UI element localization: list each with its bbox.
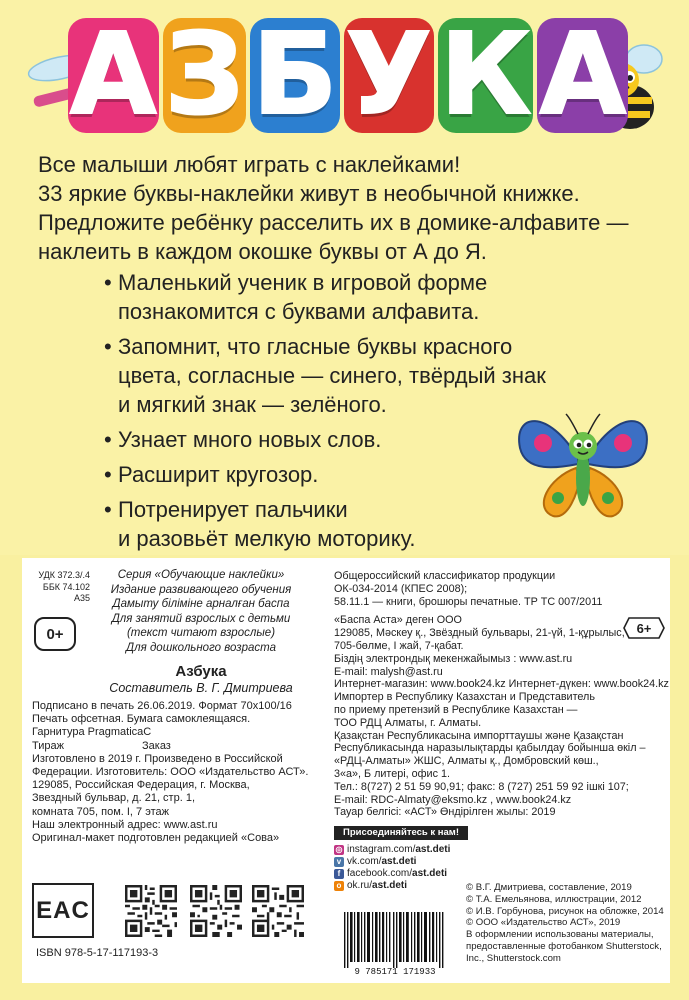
info-line: Интернет-магазин: www.book24.kz Интернет-дүкен: www.book24.kz: [334, 678, 669, 691]
vk-icon: v: [334, 857, 344, 867]
print-run-label: Тираж: [32, 739, 64, 752]
info-line: Импортер в Республику Казахстан и Представитель: [334, 691, 595, 704]
title-letter: А: [539, 10, 627, 140]
bullet-marker: •: [104, 497, 112, 522]
bullet-marker: •: [104, 334, 112, 359]
intro-text: [38, 150, 678, 266]
copyright-line: предоставленные фотобанком Shutterstock,: [466, 940, 662, 952]
imprint-info: [32, 700, 322, 845]
info-line: «Баспа Аста» деген ООО: [334, 614, 462, 627]
title-letter: З: [164, 10, 245, 140]
copyright-line: © ООО «Издательство АСТ», 2019: [466, 917, 621, 929]
imprint-line: Федерации. Изготовитель: ООО «Издательство АСТ».: [32, 766, 309, 779]
social-handle: ast.deti: [415, 844, 451, 855]
series-info: [96, 568, 306, 655]
imprint-line: Подписано в печать 26.06.2019. Формат 70х100/16: [32, 700, 292, 712]
series-line: Для дошкольного возраста: [126, 641, 276, 654]
imprint-line: Изготовлено в 2019 г. Произведено в Российской: [32, 752, 283, 765]
info-line: ОК-034-2014 (КПЕС 2008);: [334, 582, 468, 595]
bullet-text: цвета, согласные — синего, твёрдый знак: [118, 363, 546, 388]
bullet-marker: •: [104, 270, 112, 295]
book-cover-title: [69, 10, 627, 140]
info-line: 705-бөлме, I жай, 7-қабат.: [334, 639, 464, 652]
info-line: E-mail: RDC-Almaty@eksmo.kz , www.book24.kz: [334, 793, 572, 806]
join-us-banner: Присоединяйтесь к нам!: [334, 826, 468, 840]
udk-codes: [30, 570, 90, 605]
bullet-text: Запомнит, что гласные буквы красного: [118, 334, 513, 359]
facebook-icon: f: [334, 869, 344, 879]
info-line: по приему претензий в Республике Казахстан —: [334, 703, 578, 716]
barcode-icon: [336, 900, 454, 976]
list-item: [104, 460, 538, 489]
info-line: Тел.: 8(727) 2 51 59 90,91; факс: 8 (727) 251 59 92 ішкі 107;: [334, 780, 629, 793]
series-line: Серия «Обучающие наклейки»: [117, 569, 285, 581]
age-rating-badge: 0+: [34, 617, 76, 651]
classifier-importer-info: [334, 570, 669, 819]
butterfly-illustration: [508, 398, 658, 526]
social-handle: ast.deti: [372, 880, 408, 891]
info-line: 129085, Мәскеу қ., Звёздный бульвары, 21-үй, 1-құрылыс,: [334, 627, 625, 640]
order-label: Заказ: [142, 739, 171, 752]
bullet-text: и мягкий знак — зелёного.: [118, 392, 387, 417]
bullet-text: Потренирует пальчики: [118, 497, 348, 522]
info-line: ТОО РДЦ Алматы, г. Алматы.: [334, 716, 482, 729]
isbn-text: ISBN 978-5-17-117193-3: [36, 947, 159, 959]
print-run-row: [32, 740, 322, 753]
title-letter: У: [345, 10, 432, 140]
benefits-list: [104, 268, 546, 559]
instagram-icon: ◎: [335, 845, 343, 854]
copyright-line: Inc., Shutterstock.com: [466, 952, 561, 964]
intro-line: наклеить в каждом окошке буквы от А до Я.: [38, 239, 487, 264]
qr-code-icon: [252, 885, 304, 937]
bullet-text: Расширит кругозор.: [118, 462, 319, 487]
imprint-line: Гарнитура PragmaticaC: [32, 726, 152, 739]
social-link-facebook[interactable]: [334, 868, 534, 880]
qr-code-icon: [125, 885, 177, 937]
social-handle: ast.deti: [381, 856, 417, 867]
series-line: Издание развивающего обучения: [110, 583, 292, 596]
list-item: [104, 332, 546, 419]
bullet-text: Узнает много новых слов.: [118, 427, 382, 452]
social-prefix: facebook.com/: [347, 868, 413, 879]
list-item: [104, 268, 538, 326]
bullet-marker: •: [104, 427, 112, 452]
series-line: (текст читают взрослые): [126, 627, 276, 639]
intro-line: 33 яркие буквы-наклейки живут в необычной книжке.: [38, 181, 580, 206]
copyright-line: © В.Г. Дмитриева, составление, 2019: [466, 882, 632, 893]
intro-line: Все малыши любят играть с наклейками!: [38, 152, 461, 177]
info-line: Тауар белгісі: «АСТ» Өндірілген жылы: 2019: [334, 806, 556, 819]
social-handle: ast.deti: [412, 868, 448, 879]
imprint-line: Звездный бульвар, д. 21, стр. 1,: [32, 792, 195, 805]
social-prefix: instagram.com/: [347, 844, 416, 855]
info-line: 3«а», Б литері, офис 1.: [334, 767, 450, 780]
compiler-credit: Составитель В. Г. Дмитриева: [109, 681, 293, 695]
udk-line: А35: [73, 593, 90, 603]
bullet-text: Маленький ученик в игровой форме: [118, 270, 488, 295]
udk-line: УДК 372.3/.4: [38, 570, 90, 580]
social-link-vk[interactable]: [334, 856, 534, 868]
bullet-marker: •: [104, 462, 112, 487]
imprint-line: комната 705, пом. I, 7 этаж: [32, 805, 169, 818]
info-line: «РДЦ-Алматы» ЖШС, Алматы қ., Домбровский көш.,: [334, 755, 599, 768]
info-line: E-mail: malysh@ast.ru: [334, 665, 443, 678]
list-item: [104, 425, 538, 454]
series-line: Для занятий взрослых с детьми: [111, 612, 291, 625]
bullet-text: и разовьёт мелкую моторику.: [118, 526, 416, 551]
imprint-line: Наш электронный адрес: www.ast.ru: [32, 818, 218, 831]
info-line: Біздің электрондық мекенжайымыз : www.ast.ru: [334, 652, 573, 665]
intro-line: Предложите ребёнку расселить их в домике-алфавите —: [38, 210, 629, 235]
qr-code-icon: [190, 885, 242, 937]
copyright-line: В оформлении использованы материалы,: [466, 929, 654, 941]
title-letter: Б: [252, 10, 338, 140]
eac-conformity-mark: EAC: [32, 883, 94, 938]
info-line: Общероссийский классификатор продукции: [334, 570, 556, 582]
copyright-notice: [466, 882, 676, 965]
age-rating-badge: [623, 617, 665, 639]
title-letter: А: [69, 10, 157, 140]
imprint-line: Оригинал-макет подготовлен редакцией «Сова»: [32, 832, 280, 845]
info-line: Республикасында наразылықтарды қабылдау бойынша өкіл –: [334, 742, 646, 755]
series-line: Дамыту біліміне арналған баспа: [112, 598, 290, 610]
info-line: Қазақстан Республикасына импорттаушы және Қазақстан: [334, 729, 624, 742]
imprint-line: 129085, Российская Федерация, г. Москва,: [32, 779, 250, 792]
list-item: [104, 495, 538, 553]
copyright-line: © Т.А. Емельянова, иллюстрации, 2012: [466, 893, 642, 905]
bullet-text: познакомится с буквами алфавита.: [118, 299, 480, 324]
social-link-instagram[interactable]: [334, 844, 534, 856]
copyright-line: © И.В. Горбунова, рисунок на обложке, 2014: [466, 905, 664, 917]
barcode-digits: 9 785171 171933: [354, 967, 436, 976]
imprint-line: Печать офсетная. Бумага самоклеящаяся.: [32, 713, 251, 726]
title-letter: К: [439, 10, 532, 140]
age-rating-label: 6+: [636, 620, 652, 636]
udk-line: ББК 74.102: [42, 581, 90, 592]
social-prefix: vk.com/: [347, 856, 382, 867]
odnoklassniki-icon: o: [334, 881, 344, 891]
info-line: 58.11.1 — книги, брошюры печатные. ТР ТС 007/2011: [334, 595, 603, 608]
book-title: Азбука: [175, 663, 227, 680]
social-prefix: ok.ru/: [347, 880, 373, 891]
